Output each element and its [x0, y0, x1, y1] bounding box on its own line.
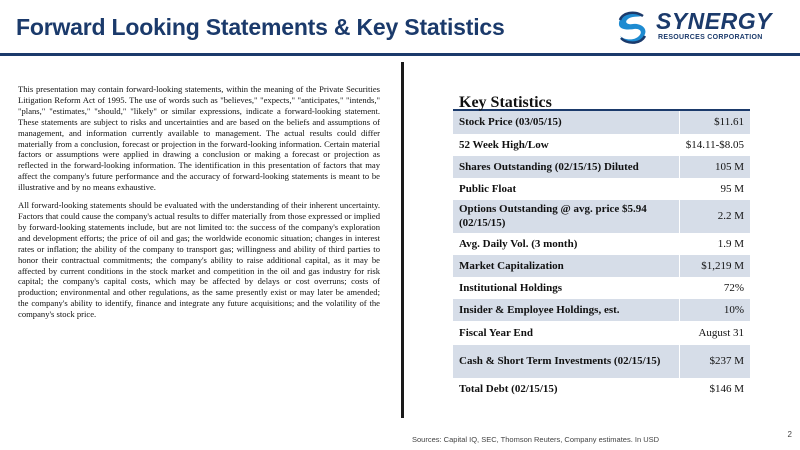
stat-value: 72% [679, 277, 750, 298]
stat-label: Cash & Short Term Investments (02/15/15) [453, 344, 679, 378]
table-row [453, 344, 750, 378]
title-underline [0, 53, 800, 56]
stat-label: Public Float [453, 178, 679, 199]
stat-label: Shares Outstanding (02/15/15) Diluted [453, 155, 679, 178]
page-number: 2 [787, 430, 792, 439]
table-row [453, 277, 750, 298]
stat-label: Insider & Employee Holdings, est. [453, 298, 679, 321]
stat-value: 10% [679, 298, 750, 321]
sources-note: Sources: Capital IQ, SEC, Thomson Reuters, Company estimates. In USD [412, 435, 660, 444]
stat-value: $14.11-$8.05 [679, 134, 750, 155]
table-row [453, 134, 750, 155]
stat-value: $1,219 M [679, 254, 750, 277]
stat-label: Stock Price (03/05/15) [453, 111, 679, 134]
table-row [453, 155, 750, 178]
stat-value: 95 M [679, 178, 750, 199]
stat-value: 105 M [679, 155, 750, 178]
stat-value: $237 M [679, 344, 750, 378]
key-statistics-panel [453, 86, 750, 401]
logo-subtitle: RESOURCES CORPORATION [658, 34, 763, 41]
stat-label: Fiscal Year End [453, 321, 679, 344]
synergy-swirl-icon [612, 8, 652, 48]
stat-label: Institutional Holdings [453, 277, 679, 298]
disclaimer-paragraph-2: All forward-looking statements should be evaluated with the understanding of their inherent uncertainty. Factors that could cause the company's actual results to differ materially from those expressed or implied by forward-looking statements include, but are not limited to: the success of the company's exploration and development efforts; the price of oil and gas; the worldwide economic situation; changes in interest rates or inflation; the ability of the company to transport gas; willingness and ability of third parties to honor their contractual commitments; the company's ability to raise additional capital, as it may be affected by current conditions in the stock market and competition in the oil and gas industry for risk capital; the company's capital costs, which may be affected by delays or cost overruns; costs of production; environmental and other regulations, as the same presently exist or may later be amended; the company's ability to identify, finance and integrate any future acquisitions; and the volatility of the company's stock price. [18, 200, 380, 320]
key-statistics-title: Key Statistics [453, 86, 750, 111]
table-row [453, 321, 750, 344]
table-row [453, 199, 750, 233]
key-statistics-table [453, 111, 750, 401]
table-row [453, 254, 750, 277]
forward-looking-disclaimer [18, 84, 380, 327]
stat-label: Total Debt (02/15/15) [453, 378, 679, 400]
stat-value: August 31 [679, 321, 750, 344]
stat-value: $11.61 [679, 111, 750, 134]
table-row [453, 178, 750, 199]
company-logo [612, 8, 792, 48]
table-row [453, 298, 750, 321]
table-row [453, 378, 750, 400]
stat-label: Market Capitalization [453, 254, 679, 277]
stat-label: Avg. Daily Vol. (3 month) [453, 233, 679, 254]
stat-value: 2.2 M [679, 199, 750, 233]
stat-label: Options Outstanding @ avg. price $5.94 (02/15/15) [453, 199, 679, 233]
vertical-divider [401, 62, 404, 418]
page-title: Forward Looking Statements & Key Statistics [16, 14, 505, 40]
table-row [453, 233, 750, 254]
stat-value: $146 M [679, 378, 750, 400]
disclaimer-paragraph-1: This presentation may contain forward-looking statements, within the meaning of the Private Securities Litigation Reform Act of 1995. The use of words such as "believes," "expects," "anticipates," "intends," "plans," "estimates," "should," "likely" or similar expressions, indicate a forward-looking statement. These statements are subject to risks and uncertainties and are based on the beliefs and assumptions of management, and information currently available to management. The actual results could differ materially from a conclusion, forecast or projection in the forward-looking information. Certain material factors or assumptions were applied in drawing a conclusion or making a forecast or projection as reflected in the forward-looking information. The identification in this presentation of factors that may affect the company's future performance and the accuracy of forward-looking statements is meant to be illustrative and by no means exhaustive. [18, 84, 380, 193]
stat-label: 52 Week High/Low [453, 134, 679, 155]
stat-value: 1.9 M [679, 233, 750, 254]
table-row [453, 111, 750, 134]
logo-wordmark: SYNERGY [656, 8, 772, 34]
